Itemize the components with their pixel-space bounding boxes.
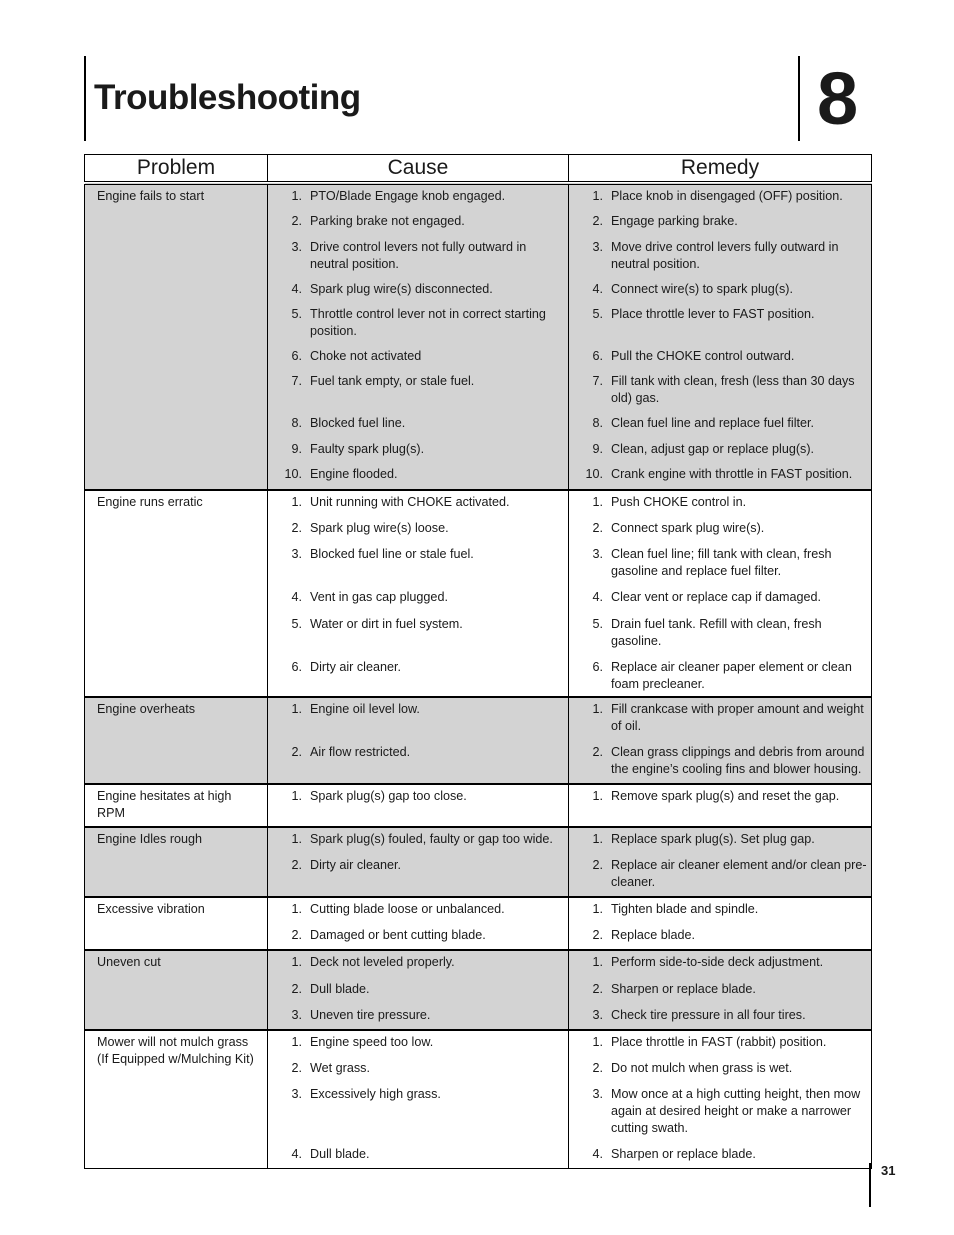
cause-cell [268, 897, 569, 950]
cause-item-text: Spark plug(s) gap too close. [310, 789, 467, 803]
remedy-item [569, 281, 867, 306]
cause-item-text: Dirty air cleaner. [310, 858, 401, 872]
remedy-item-number: 4. [592, 1147, 603, 1161]
remedy-item [569, 659, 867, 696]
cause-item [268, 441, 564, 466]
cause-item [268, 306, 564, 348]
cause-item-text: Choke not activated [310, 349, 422, 363]
remedy-item-text: Replace spark plug(s). Set plug gap. [611, 832, 815, 846]
remedy-item-text: Remove spark plug(s) and reset the gap. [611, 789, 840, 803]
cause-cell [268, 827, 569, 897]
remedy-item [569, 981, 867, 1007]
table-row [85, 897, 872, 950]
problem-cell: Mower will not mulch grass (If Equipped w/Mulching Kit) [85, 1030, 268, 1169]
remedy-item-number: 2. [592, 745, 603, 759]
remedy-item-text: Sharpen or replace blade. [611, 1147, 756, 1161]
remedy-item [569, 1007, 867, 1029]
remedy-item [569, 1034, 867, 1060]
cause-item [268, 188, 564, 213]
cause-item-text: Spark plug wire(s) loose. [310, 521, 449, 535]
table-row [85, 827, 872, 897]
remedy-item-text: Place throttle in FAST (rabbit) position. [611, 1035, 827, 1049]
cause-item-text: Spark plug(s) fouled, faulty or gap too wide. [310, 832, 553, 846]
troubleshooting-table [84, 154, 872, 1169]
remedy-item [569, 239, 867, 281]
cause-item [268, 901, 564, 927]
cause-item [268, 659, 564, 696]
cause-cell [268, 183, 569, 490]
remedy-cell [569, 827, 872, 897]
remedy-cell [569, 490, 872, 697]
remedy-item [569, 589, 867, 616]
column-header-problem: Problem [85, 155, 268, 184]
cause-item-number: 5. [291, 307, 302, 321]
problem-cell: Engine overheats [85, 697, 268, 784]
remedy-item-number: 3. [592, 1008, 603, 1022]
remedy-item-text: Clean fuel line; fill tank with clean, fresh gasoline and replace fuel filter. [611, 547, 832, 578]
cause-item-number: 3. [291, 547, 302, 561]
cause-list [268, 188, 564, 489]
remedy-item-text: Clear vent or replace cap if damaged. [611, 590, 822, 604]
cause-item-number: 6. [291, 660, 302, 674]
remedy-item-text: Mow once at a high cutting height, then mow again at desired height or make a narrower cutting swath. [611, 1087, 861, 1135]
cause-list [268, 494, 564, 696]
cause-item-number: 2. [291, 1061, 302, 1075]
cause-cell [268, 697, 569, 784]
remedy-list [569, 494, 867, 696]
cause-cell [268, 950, 569, 1030]
remedy-item-text: Connect wire(s) to spark plug(s). [611, 282, 793, 296]
remedy-item-number: 1. [592, 789, 603, 803]
remedy-item-text: Move drive control levers fully outward in neutral position. [611, 240, 839, 271]
problem-cell: Engine Idles rough [85, 827, 268, 897]
remedy-item-number: 5. [592, 307, 603, 321]
remedy-item-number: 3. [592, 1087, 603, 1101]
cause-item-text: Excessively high grass. [310, 1087, 441, 1101]
remedy-item-number: 6. [592, 660, 603, 674]
cause-item-number: 1. [291, 189, 302, 203]
remedy-list [569, 831, 867, 896]
problem-cell: Engine hesitates at high RPM [85, 784, 268, 827]
cause-item-text: Dull blade. [310, 982, 370, 996]
cause-item-number: 1. [291, 495, 302, 509]
cause-item-text: Damaged or bent cutting blade. [310, 928, 486, 942]
cause-list [268, 954, 564, 1029]
remedy-item-text: Clean fuel line and replace fuel filter. [611, 416, 815, 430]
cause-list [268, 1034, 564, 1168]
remedy-item-text: Place knob in disengaged (OFF) position. [611, 189, 843, 203]
cause-item [268, 239, 564, 281]
chapter-rule [798, 56, 800, 141]
remedy-list [569, 1034, 867, 1168]
cause-item-text: Water or dirt in fuel system. [310, 617, 463, 631]
page-number-rule [869, 1163, 871, 1207]
remedy-item-number: 5. [592, 617, 603, 631]
cause-item-number: 1. [291, 902, 302, 916]
remedy-item [569, 1086, 867, 1146]
remedy-cell [569, 784, 872, 827]
remedy-list [569, 954, 867, 1029]
remedy-item-number: 4. [592, 590, 603, 604]
cause-item [268, 788, 564, 826]
cause-cell [268, 784, 569, 827]
remedy-item-number: 2. [592, 858, 603, 872]
cause-cell [268, 490, 569, 697]
remedy-list [569, 788, 867, 826]
remedy-item [569, 415, 867, 441]
cause-item-number: 6. [291, 349, 302, 363]
cause-item [268, 281, 564, 306]
cause-item-text: Vent in gas cap plugged. [310, 590, 448, 604]
remedy-item [569, 1060, 867, 1086]
remedy-item-number: 1. [592, 1035, 603, 1049]
page-number: 31 [881, 1163, 896, 1178]
cause-item-number: 2. [291, 214, 302, 228]
remedy-item-text: Clean grass clippings and debris from around the engine’s cooling fins and blower housing. [611, 745, 865, 776]
cause-item-number: 2. [291, 982, 302, 996]
cause-item-number: 3. [291, 240, 302, 254]
remedy-cell [569, 183, 872, 490]
cause-item-text: Air flow restricted. [310, 745, 411, 759]
cause-list [268, 901, 564, 949]
cause-item-text: Blocked fuel line or stale fuel. [310, 547, 474, 561]
remedy-item-text: Engage parking brake. [611, 214, 738, 228]
remedy-cell [569, 950, 872, 1030]
remedy-item-text: Push CHOKE control in. [611, 495, 747, 509]
remedy-list [569, 188, 867, 489]
cause-item-text: Unit running with CHOKE activated. [310, 495, 510, 509]
cause-item-number: 3. [291, 1008, 302, 1022]
cause-item-number: 1. [291, 789, 302, 803]
remedy-item [569, 306, 867, 348]
remedy-item [569, 188, 867, 213]
cause-item [268, 1007, 564, 1029]
problem-cell: Engine fails to start [85, 183, 268, 490]
remedy-cell [569, 1030, 872, 1169]
cause-item-text: Dirty air cleaner. [310, 660, 401, 674]
remedy-item-number: 1. [592, 902, 603, 916]
cause-item-number: 2. [291, 521, 302, 535]
cause-item [268, 744, 564, 783]
cause-item [268, 589, 564, 616]
cause-item [268, 927, 564, 949]
remedy-item-text: Perform side-to-side deck adjustment. [611, 955, 824, 969]
cause-list [268, 788, 564, 826]
remedy-item-text: Drain fuel tank. Refill with clean, fresh gasoline. [611, 617, 822, 648]
cause-item-number: 10. [284, 467, 302, 481]
remedy-item-number: 6. [592, 349, 603, 363]
remedy-item-number: 9. [592, 442, 603, 456]
cause-item-text: Dull blade. [310, 1147, 370, 1161]
cause-item [268, 415, 564, 441]
cause-item [268, 1060, 564, 1086]
remedy-item-text: Replace blade. [611, 928, 696, 942]
table-header-row [85, 155, 872, 184]
cause-item-number: 4. [291, 1147, 302, 1161]
cause-item-text: Throttle control lever not in correct starting position. [310, 307, 546, 338]
cause-item [268, 1034, 564, 1060]
remedy-item [569, 441, 867, 466]
table-row [85, 784, 872, 827]
cause-item-text: Blocked fuel line. [310, 416, 406, 430]
remedy-item-number: 1. [592, 189, 603, 203]
remedy-item [569, 373, 867, 415]
remedy-item-text: Fill tank with clean, fresh (less than 30 days old) gas. [611, 374, 855, 405]
cause-item [268, 981, 564, 1007]
cause-item-number: 8. [291, 416, 302, 430]
remedy-item-number: 2. [592, 1061, 603, 1075]
cause-item-text: Engine speed too low. [310, 1035, 434, 1049]
cause-item-text: Faulty spark plug(s). [310, 442, 425, 456]
remedy-item-number: 2. [592, 214, 603, 228]
remedy-item [569, 744, 867, 783]
remedy-item-number: 1. [592, 702, 603, 716]
remedy-item-number: 7. [592, 374, 603, 388]
table-row [85, 1030, 872, 1169]
remedy-item-text: Crank engine with throttle in FAST position. [611, 467, 853, 481]
remedy-item-text: Clean, adjust gap or replace plug(s). [611, 442, 815, 456]
remedy-item [569, 901, 867, 927]
cause-item [268, 494, 564, 520]
cause-item-text: Spark plug wire(s) disconnected. [310, 282, 493, 296]
remedy-item [569, 213, 867, 239]
remedy-item-text: Pull the CHOKE control outward. [611, 349, 795, 363]
remedy-cell [569, 697, 872, 784]
cause-item [268, 1146, 564, 1168]
cause-item-text: PTO/Blade Engage knob engaged. [310, 189, 506, 203]
remedy-item [569, 954, 867, 981]
remedy-item-number: 10. [585, 467, 603, 481]
remedy-item [569, 831, 867, 857]
remedy-item [569, 616, 867, 659]
cause-list [268, 701, 564, 783]
cause-item-number: 7. [291, 374, 302, 388]
table-row [85, 697, 872, 784]
problem-cell: Uneven cut [85, 950, 268, 1030]
cause-item-number: 9. [291, 442, 302, 456]
remedy-cell [569, 897, 872, 950]
table-body [85, 183, 872, 1169]
problem-cell: Excessive vibration [85, 897, 268, 950]
cause-item-number: 1. [291, 1035, 302, 1049]
cause-item [268, 857, 564, 896]
column-header-remedy: Remedy [569, 155, 872, 184]
cause-item-number: 2. [291, 745, 302, 759]
cause-item [268, 466, 564, 489]
remedy-item [569, 1146, 867, 1168]
cause-item [268, 831, 564, 857]
remedy-item-number: 3. [592, 240, 603, 254]
cause-item-number: 2. [291, 928, 302, 942]
remedy-item [569, 701, 867, 744]
table-row [85, 950, 872, 1030]
remedy-item-number: 4. [592, 282, 603, 296]
remedy-item [569, 788, 867, 826]
cause-item [268, 546, 564, 589]
remedy-item-number: 2. [592, 928, 603, 942]
cause-item [268, 954, 564, 981]
remedy-item-number: 1. [592, 495, 603, 509]
cause-cell [268, 1030, 569, 1169]
remedy-item [569, 494, 867, 520]
remedy-item [569, 546, 867, 589]
remedy-item-number: 3. [592, 547, 603, 561]
remedy-item-text: Replace air cleaner element and/or clean pre-cleaner. [611, 858, 867, 889]
remedy-item [569, 927, 867, 949]
remedy-item [569, 520, 867, 546]
cause-item [268, 373, 564, 415]
cause-item [268, 520, 564, 546]
cause-item-number: 4. [291, 590, 302, 604]
cause-item-text: Engine flooded. [310, 467, 398, 481]
cause-item-text: Parking brake not engaged. [310, 214, 465, 228]
cause-item-number: 1. [291, 955, 302, 969]
cause-item-text: Cutting blade loose or unbalanced. [310, 902, 505, 916]
cause-item-text: Deck not leveled properly. [310, 955, 455, 969]
cause-list [268, 831, 564, 896]
problem-cell: Engine runs erratic [85, 490, 268, 697]
cause-item-text: Uneven tire pressure. [310, 1008, 431, 1022]
cause-item [268, 1086, 564, 1146]
column-header-cause: Cause [268, 155, 569, 184]
cause-item [268, 348, 564, 373]
remedy-item-text: Place throttle lever to FAST position. [611, 307, 815, 321]
cause-item-text: Fuel tank empty, or stale fuel. [310, 374, 475, 388]
remedy-item-text: Replace air cleaner paper element or clean foam precleaner. [611, 660, 852, 691]
remedy-item-text: Check tire pressure in all four tires. [611, 1008, 806, 1022]
chapter-number: 8 [817, 57, 859, 140]
page-title: Troubleshooting [94, 78, 361, 117]
table-row [85, 490, 872, 697]
cause-item-number: 3. [291, 1087, 302, 1101]
remedy-item-number: 1. [592, 832, 603, 846]
remedy-item-text: Tighten blade and spindle. [611, 902, 759, 916]
table-row [85, 183, 872, 490]
cause-item-number: 4. [291, 282, 302, 296]
remedy-item [569, 348, 867, 373]
remedy-item-text: Fill crankcase with proper amount and weight of oil. [611, 702, 864, 733]
cause-item-text: Drive control levers not fully outward in neutral position. [310, 240, 527, 271]
cause-item [268, 616, 564, 659]
remedy-item-text: Do not mulch when grass is wet. [611, 1061, 793, 1075]
remedy-item [569, 857, 867, 896]
cause-item-text: Engine oil level low. [310, 702, 420, 716]
cause-item-number: 2. [291, 858, 302, 872]
remedy-item-number: 1. [592, 955, 603, 969]
title-rule [84, 56, 86, 141]
cause-item-text: Wet grass. [310, 1061, 370, 1075]
cause-item [268, 701, 564, 744]
remedy-list [569, 901, 867, 949]
cause-item-number: 5. [291, 617, 302, 631]
remedy-list [569, 701, 867, 783]
remedy-item-number: 2. [592, 982, 603, 996]
remedy-item-text: Connect spark plug wire(s). [611, 521, 765, 535]
cause-item-number: 1. [291, 702, 302, 716]
remedy-item-text: Sharpen or replace blade. [611, 982, 756, 996]
remedy-item [569, 466, 867, 489]
cause-item [268, 213, 564, 239]
remedy-item-number: 2. [592, 521, 603, 535]
cause-item-number: 1. [291, 832, 302, 846]
remedy-item-number: 8. [592, 416, 603, 430]
